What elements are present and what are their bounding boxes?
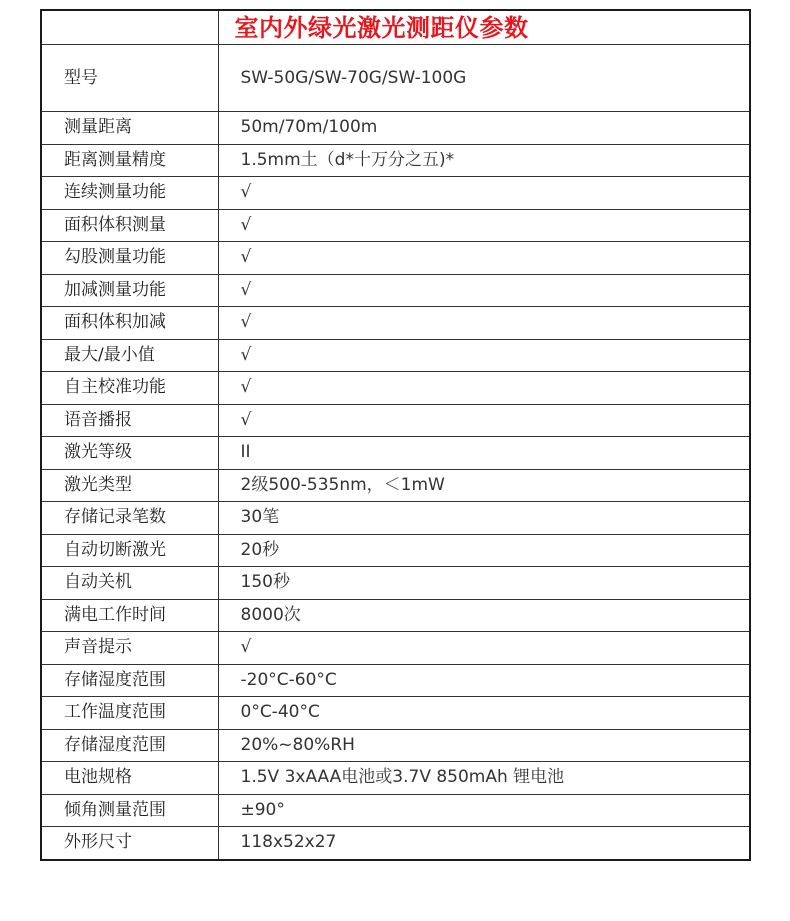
spec-label: 面积体积加减	[41, 307, 218, 340]
spec-value: √	[218, 177, 750, 210]
spec-row	[41, 274, 750, 307]
spec-value: √	[218, 242, 750, 275]
spec-row	[41, 697, 750, 730]
spec-value: 20秒	[218, 534, 750, 567]
spec-value: √	[218, 209, 750, 242]
spec-label: 声音提示	[41, 632, 218, 665]
spec-value: 1.5V 3xAAA电池或3.7V 850mAh 锂电池	[218, 762, 750, 795]
spec-row	[41, 307, 750, 340]
spec-row	[41, 437, 750, 470]
spec-label: 距离测量精度	[41, 144, 218, 177]
spec-value: 8000次	[218, 599, 750, 632]
spec-label: 最大/最小值	[41, 339, 218, 372]
spec-value: 30笔	[218, 502, 750, 535]
spec-label: 面积体积测量	[41, 209, 218, 242]
spec-label: 外形尺寸	[41, 827, 218, 860]
spec-value: √	[218, 404, 750, 437]
spec-label: 电池规格	[41, 762, 218, 795]
spec-value: √	[218, 632, 750, 665]
spec-value: √	[218, 307, 750, 340]
spec-label: 语音播报	[41, 404, 218, 437]
spec-row	[41, 664, 750, 697]
spec-label: 存储湿度范围	[41, 664, 218, 697]
spec-label: 存储记录笔数	[41, 502, 218, 535]
title-row	[41, 10, 750, 45]
spec-label: 存储湿度范围	[41, 729, 218, 762]
spec-label: 倾角测量范围	[41, 794, 218, 827]
spec-row	[41, 762, 750, 795]
spec-row	[41, 502, 750, 535]
spec-label: 激光等级	[41, 437, 218, 470]
spec-value: 150秒	[218, 567, 750, 600]
spec-row-model	[41, 45, 750, 112]
spec-row	[41, 177, 750, 210]
spec-label: 测量距离	[41, 112, 218, 145]
spec-row	[41, 827, 750, 860]
spec-row	[41, 404, 750, 437]
spec-label: 满电工作时间	[41, 599, 218, 632]
spec-value: SW-50G/SW-70G/SW-100G	[218, 45, 750, 112]
spec-row	[41, 209, 750, 242]
spec-row	[41, 339, 750, 372]
spec-value: 50m/70m/100m	[218, 112, 750, 145]
spec-table	[40, 9, 751, 861]
spec-value: II	[218, 437, 750, 470]
spec-label: 自动切断激光	[41, 534, 218, 567]
spec-row	[41, 632, 750, 665]
spec-row	[41, 242, 750, 275]
spec-label: 型号	[41, 45, 218, 112]
spec-label: 连续测量功能	[41, 177, 218, 210]
table-title: 室内外绿光激光测距仪参数	[218, 10, 750, 45]
spec-row	[41, 794, 750, 827]
spec-value: 20%~80%RH	[218, 729, 750, 762]
spec-value: 118x52x27	[218, 827, 750, 860]
spec-label: 激光类型	[41, 469, 218, 502]
spec-row	[41, 469, 750, 502]
spec-row	[41, 567, 750, 600]
spec-value: √	[218, 274, 750, 307]
spec-row	[41, 144, 750, 177]
spec-row	[41, 729, 750, 762]
spec-label: 工作温度范围	[41, 697, 218, 730]
spec-value: -20°C-60°C	[218, 664, 750, 697]
spec-row	[41, 599, 750, 632]
spec-row	[41, 534, 750, 567]
spec-value: 0°C-40°C	[218, 697, 750, 730]
title-blank-cell	[41, 10, 218, 45]
spec-label: 加减测量功能	[41, 274, 218, 307]
spec-label: 自主校准功能	[41, 372, 218, 405]
spec-value: √	[218, 372, 750, 405]
spec-label: 勾股测量功能	[41, 242, 218, 275]
spec-value: ±90°	[218, 794, 750, 827]
spec-value: 2级500-535nm，＜1mW	[218, 469, 750, 502]
spec-row	[41, 372, 750, 405]
spec-value: 1.5mm土（d*十万分之五)*	[218, 144, 750, 177]
spec-row	[41, 112, 750, 145]
spec-label: 自动关机	[41, 567, 218, 600]
spec-value: √	[218, 339, 750, 372]
spec-sheet	[40, 9, 749, 861]
